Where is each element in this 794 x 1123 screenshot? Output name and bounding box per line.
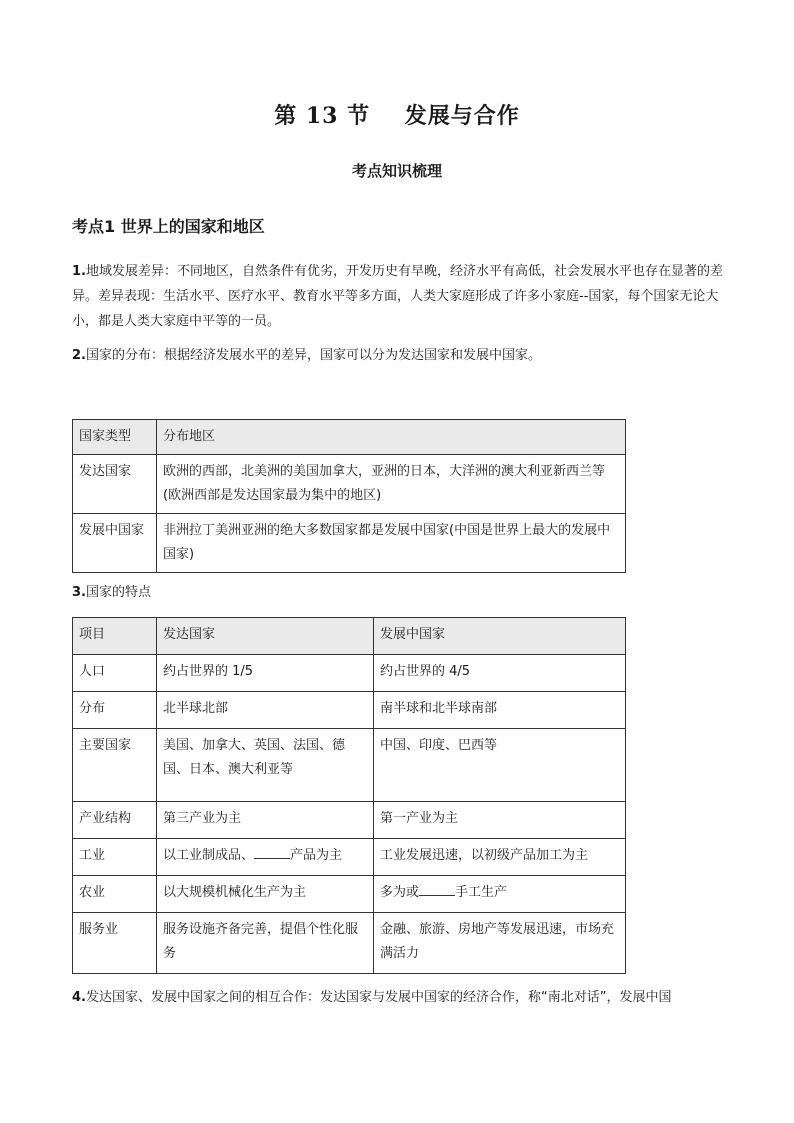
paragraph-text: 发达国家、发展中国家之间的相互合作：发达国家与发展中国家的经济合作，称“南北对话”，发展中国 <box>85 990 672 1005</box>
table-cell: 人口 <box>73 655 157 692</box>
table-cell: 发达国家 <box>73 455 157 514</box>
table-header-row <box>73 420 626 455</box>
table-cell: 金融、旅游、房地产等发展迅速，市场充满活力 <box>374 913 626 974</box>
table-cell: 主要国家 <box>73 729 157 802</box>
table-cell: 工业 <box>73 839 157 876</box>
fill-in-blank <box>254 844 290 859</box>
table-cell: 中国、印度、巴西等 <box>374 729 626 802</box>
table-cell: 约占世界的 1/5 <box>157 655 374 692</box>
cell-text: 手工生产 <box>455 885 508 900</box>
table-cell: 欧洲的西部，北美洲的美国加拿大，亚洲的日本，大洋洲的澳大利亚新西兰等(欧洲西部是发达国家最为集中的地区) <box>157 455 626 514</box>
table-cell <box>374 876 626 913</box>
table-row <box>73 692 626 729</box>
table-row <box>73 514 626 573</box>
table-header-cell: 发展中国家 <box>374 618 626 655</box>
country-features-table <box>72 617 626 974</box>
table-row <box>73 913 626 974</box>
table-cell: 第一产业为主 <box>374 802 626 839</box>
table-row <box>73 455 626 514</box>
table-cell: 服务业 <box>73 913 157 974</box>
paragraph-text: 国家的分布：根据经济发展水平的差异，国家可以分为发达国家和发展中国家。 <box>85 348 541 363</box>
table-cell: 产业结构 <box>73 802 157 839</box>
paragraph-1 <box>72 259 732 334</box>
paragraph-number: 2. <box>72 348 86 363</box>
country-type-table <box>72 419 626 573</box>
table-cell: 以大规模机械化生产为主 <box>157 876 374 913</box>
table-header-row <box>73 618 626 655</box>
table-row <box>73 729 626 802</box>
table-cell: 北半球北部 <box>157 692 374 729</box>
paragraph-number: 1. <box>72 264 86 279</box>
table-cell: 美国、加拿大、英国、法国、德国、日本、澳大利亚等 <box>157 729 374 802</box>
table-header-cell: 分布地区 <box>157 420 626 455</box>
table-cell: 第三产业为主 <box>157 802 374 839</box>
page-subtitle: 考点知识梳理 <box>351 162 442 180</box>
table-cell <box>157 839 374 876</box>
table-header-cell: 发达国家 <box>157 618 374 655</box>
paragraph-text: 国家的特点 <box>85 585 151 600</box>
table-cell: 约占世界的 4/5 <box>374 655 626 692</box>
paragraph-text: 地域发展差异：不同地区，自然条件有优劣，开发历史有早晚，经济水平有高低，社会发展水平也存在显著的差异。差异表现：生活水平、医疗水平、教育水平等多方面，人类大家庭形成了许多小家庭--国家，每个国家无论大小，都是人类大家庭中平等的一员。 <box>72 264 723 329</box>
cell-text: 多为或 <box>380 885 420 900</box>
page-title: 第 13 节 发展与合作 <box>274 103 520 129</box>
section-heading: 考点1 世界上的国家和地区 <box>72 217 265 236</box>
table-cell: 南半球和北半球南部 <box>374 692 626 729</box>
table-cell: 分布 <box>73 692 157 729</box>
table-cell: 非洲拉丁美洲亚洲的绝大多数国家都是发展中国家(中国是世界上最大的发展中国家) <box>157 514 626 573</box>
paragraph-number: 3. <box>72 585 86 600</box>
table-cell: 工业发展迅速，以初级产品加工为主 <box>374 839 626 876</box>
cell-text: 产品为主 <box>290 848 343 863</box>
table-header-cell: 国家类型 <box>73 420 157 455</box>
table-row <box>73 876 626 913</box>
table-row <box>73 655 626 692</box>
table-row <box>73 802 626 839</box>
fill-in-blank <box>419 881 455 896</box>
cell-text: 以工业制成品、 <box>163 848 255 863</box>
paragraph-number: 4. <box>72 990 86 1005</box>
paragraph-3 <box>72 580 732 605</box>
paragraph-2 <box>72 343 732 368</box>
table-row <box>73 839 626 876</box>
table-cell: 服务设施齐备完善，提倡个性化服务 <box>157 913 374 974</box>
paragraph-4 <box>72 985 732 1010</box>
table-cell: 发展中国家 <box>73 514 157 573</box>
table-header-cell: 项目 <box>73 618 157 655</box>
table-cell: 农业 <box>73 876 157 913</box>
